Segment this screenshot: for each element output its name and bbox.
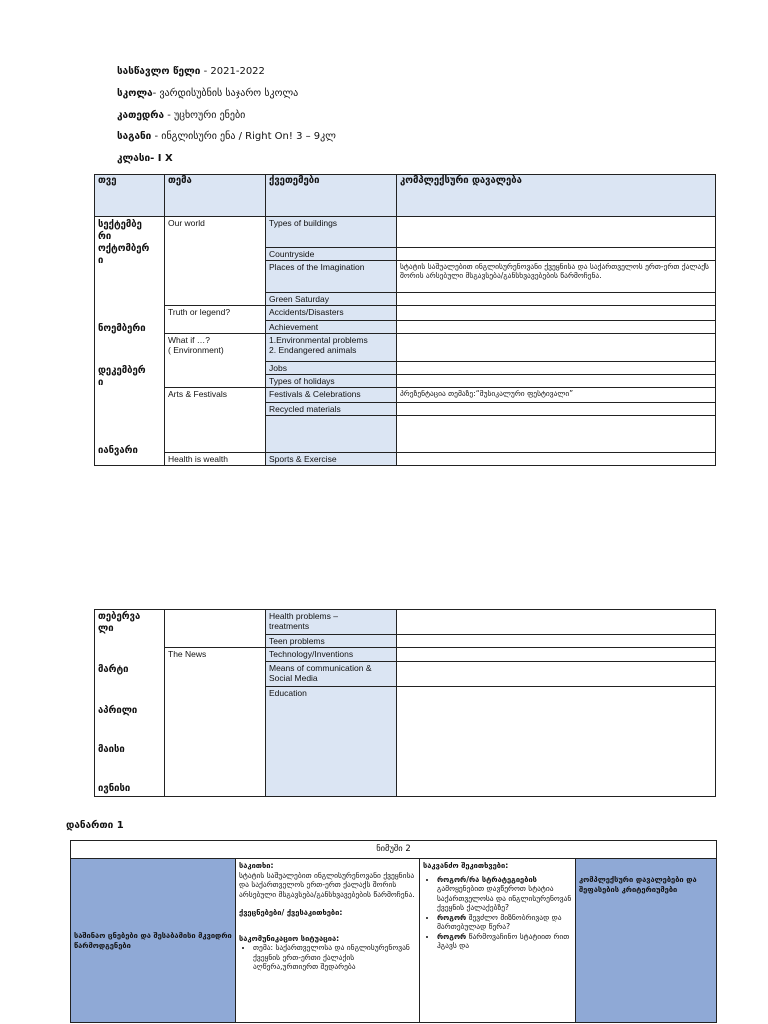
month-apr: აპრილი [98,705,138,716]
task-cell [397,248,716,261]
theme-our-world: Our world [165,217,266,306]
question-2-text: შევძლო მიზნობრივად და მართებულად წერა? [437,912,562,931]
curriculum-table-2 [94,609,716,797]
situation-item: • თემა: საქართველოსა და ინგლისურენოვან ქვეყნის ერთ-ერთი ქალაქის აღწერა,ურთიერთ შედარება [253,943,416,972]
sample-content-row [71,859,717,1023]
question-1-bold: როგორ/რა სტრატეგიების [437,874,537,884]
table-row [95,648,716,662]
table-row [95,453,716,466]
table-row [95,610,716,635]
school-value: - ვარდისუბნის საჯარო სკოლა [152,88,299,99]
subtheme-technology: Technology/Inventions [266,648,397,662]
task-cell [397,334,716,361]
table-row [95,334,716,361]
task-cell [397,662,716,687]
task-festivals: პრეზენტაცია თემაზე:“მუსიკალური ფესტივალი” [397,387,716,402]
task-cell [397,321,716,334]
subtheme-environment: 1.Environmental problems 2. Endangered animals [266,334,397,361]
task-cell [397,648,716,662]
year-label: სასწავლო წელი [117,66,201,77]
month-sep-oct: სექტემბე რი ოქტომბერ ი [98,219,150,266]
subtheme-imagination: Places of the Imagination [266,261,397,293]
topic-heading: საკითხი: [239,861,274,870]
header-school [117,87,298,101]
annex-title: დანართი 1 [66,820,124,831]
subconcepts-heading: ქვეცნებები/ ქვესაკითხები: [239,908,343,917]
topic-text: სტატის საშუალებით ინგლისურენოვანი ქვეყნისა და საქართველოს ერთ-ერთ ქალაქს შორის არსებული მსგავსება/განსხვავებების წარმოჩენა. [239,870,415,899]
situation-list [239,943,416,972]
dept-value: - უცხოური ენები [164,110,246,121]
table-header-row [95,175,716,217]
theme-truth-legend: Truth or legend? [165,306,266,334]
school-label: სკოლა [117,88,153,99]
month-jun: ივნისი [98,783,131,794]
subtheme-teen-problems: Teen problems [266,635,397,648]
task-cell [397,293,716,306]
curriculum-table-1 [94,174,716,466]
sample-table [70,840,717,1023]
question-3-bold: როგორ [437,931,467,941]
task-cell [397,374,716,387]
subtheme-sports: Sports & Exercise [266,453,397,466]
header-class [117,152,173,166]
header-year [117,65,265,79]
task-cell [397,453,716,466]
subtheme-recycled: Recycled materials [266,403,397,416]
theme-what-if: What if …? ( Environment) [165,334,266,387]
month-mar: მარტი [98,664,129,675]
subtheme-achievement: Achievement [266,321,397,334]
questions-heading: საკვანძო შეკითხვები: [423,861,509,870]
months-cell [95,217,165,466]
dept-label: კათედრა [117,110,165,121]
table-row [95,306,716,321]
subtheme-empty [266,416,397,453]
subtheme-festivals: Festivals & Celebrations [266,387,397,402]
subtheme-communication: Means of communication & Social Media [266,662,397,687]
questions-cell [420,859,576,1023]
task-imagination: სტატის საშუალებით ინგლისურენოვანი ქვეყნისა და საქართველოს ერთ-ერთ ქალაქს შორის არსებული მსგავსება/განსხვავებების წარმოჩენა. [397,261,716,293]
month-dec: დეკემბერ ი [98,365,146,388]
questions-list [423,875,572,951]
task-cell [397,403,716,416]
situation-heading: საკომუნიკაციო სიტუაცია: [239,933,340,943]
table-row [95,387,716,402]
question-item [437,932,572,951]
subtheme-countryside: Countryside [266,248,397,261]
concepts-cell: საშინაო ცნებები და შესაბამისი მკვიდრი წარმოდგენები [71,859,236,1023]
header-month: თვე [95,175,165,217]
question-item [437,875,572,913]
header-department [117,109,245,123]
header-subject [117,130,336,144]
subtheme-jobs: Jobs [266,361,397,374]
theme-arts-festivals: Arts & Festivals [165,387,266,452]
subtheme-green-saturday: Green Saturday [266,293,397,306]
criteria-cell: კომპლექსური დავალებები და შეფასების კრიტერიუმები [576,859,717,1023]
class-label: კლასი- I X [117,153,173,164]
task-cell [397,635,716,648]
header-theme: თემა [165,175,266,217]
question-2-bold: როგორ [437,912,467,922]
task-cell [397,306,716,321]
sample-title: ნიმუში 2 [71,841,717,859]
theme-empty [165,610,266,648]
subject-label: საგანი [117,131,152,142]
task-cell [397,217,716,248]
months-cell-2 [95,610,165,797]
subtheme-holidays: Types of holidays [266,374,397,387]
question-item [437,913,572,932]
month-may: მაისი [98,744,125,755]
topic-cell [236,859,420,1023]
year-value: - 2021-2022 [200,66,265,77]
subject-value: - ინგლისური ენა / Right On! 3 – 9კლ [151,131,336,142]
task-cell [397,416,716,453]
task-cell [397,687,716,797]
subtheme-health-problems: Health problems – treatments [266,610,397,635]
month-jan: იანვარი [98,445,138,456]
theme-health-wealth: Health is wealth [165,453,266,466]
month-nov: ნოემბერი [98,323,146,334]
task-cell [397,610,716,635]
header-task: კომპლექსური დავალება [397,175,716,217]
subtheme-buildings: Types of buildings [266,217,397,248]
table-row [95,217,716,248]
theme-the-news: The News [165,648,266,797]
task-cell [397,361,716,374]
month-feb: თებერვა ლი [98,611,141,634]
subtheme-education: Education [266,687,397,797]
question-3-text: წარმოვაჩინო სტატიით რით ჰგავს და [437,931,570,950]
question-1-text: გამოყენებით დავწეროთ სტატია საქართველოსა და ინგლისურენოვან ქვეყნის ქალაქებზე? [437,884,572,912]
sample-title-row [71,841,717,859]
header-subtheme: ქვეთემები [266,175,397,217]
subtheme-accidents: Accidents/Disasters [266,306,397,321]
